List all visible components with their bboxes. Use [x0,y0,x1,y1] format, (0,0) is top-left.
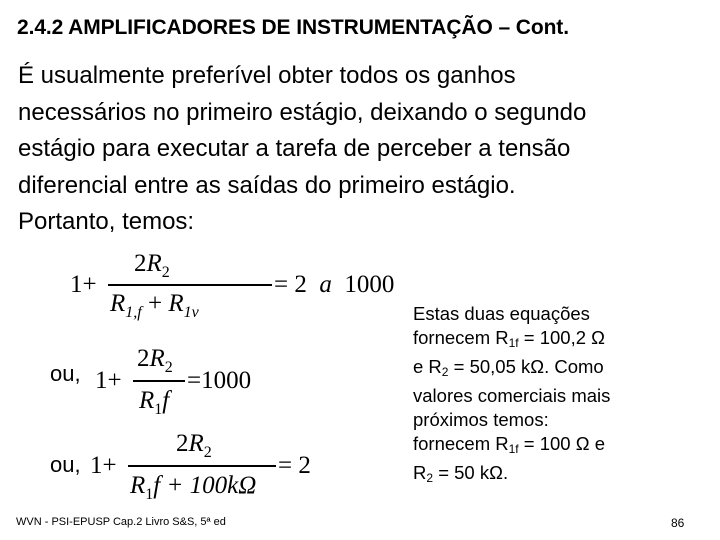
paragraph-line: estágio para executar a tarefa de perceber a tensão [18,135,571,162]
note-text: = 100 Ω e [518,433,605,454]
eq1-numerator [134,250,170,282]
eq3-den-var: R [130,472,146,499]
eq1-fraction-bar [108,284,272,286]
eq3-num-var: R [188,430,204,457]
note-line [413,461,713,490]
note-text: e R [413,356,442,377]
paragraph-line: necessários no primeiro estágio, deixando o segundo [18,98,587,126]
slide-title: 2.4.2 AMPLIFICADORES DE INSTRUMENTAÇÃO – Cont. [17,16,569,39]
eq1-rhs-eq: = 2 [274,271,307,298]
equation-2 [95,345,275,420]
ou-label-2: ou, [50,452,81,477]
eq2-denominator [139,387,169,419]
note-text: = 100,2 Ω [518,327,605,348]
note-line [413,326,713,355]
slide-footer: WVN - PSI-EPUSP Cap.2 Livro S&S, 5ª ed [16,516,226,528]
eq1-denominator [110,290,199,322]
eq3-one-plus: 1+ [90,452,117,479]
note-text: R [413,462,427,483]
body-paragraph [18,58,708,241]
eq1-rhs-val: 1000 [344,271,395,298]
note-line: Estas duas equações [413,303,590,324]
page-number: 86 [671,516,685,530]
eq3-den-rest: f + 100kΩ [153,472,257,499]
eq2-num-sub: 2 [164,359,173,376]
note-text: = 50,05 kΩ. Como [448,356,604,377]
note-line: valores comerciais mais [413,385,611,406]
eq1-den-var2: R [168,290,184,317]
eq3-denominator [130,472,256,504]
note-sub: 2 [441,365,449,379]
eq1-rhs [274,271,394,299]
eq1-num-var: R [146,250,162,277]
note-text: = 50 kΩ. [433,462,509,483]
eq1-den-sub1: 1,f [125,304,142,321]
paragraph-line: diferencial entre as saídas do primeiro estágio. [18,171,516,199]
eq2-one-plus: 1+ [95,367,122,394]
eq1-num-coef: 2 [134,250,147,277]
eq3-den-sub: 1 [145,486,154,503]
eq3-fraction-bar [128,465,276,467]
eq2-den-sub: 1 [154,401,163,418]
note-sub: 1f [508,442,519,456]
eq2-numerator [137,345,173,377]
note-text: fornecem R [413,327,509,348]
eq1-num-sub: 2 [161,264,170,281]
eq2-fraction-bar [133,380,185,382]
note-line [413,432,713,461]
note-line [413,355,713,384]
ou-label-1: ou, [50,361,81,386]
eq2-num-coef: 2 [137,345,150,372]
note-sub: 1f [508,336,519,350]
eq2-den-var: R [139,387,155,414]
eq3-numerator [176,430,212,462]
equation-1 [70,250,395,325]
paragraph-line: Portanto, temos: [18,208,195,235]
side-note [413,302,713,490]
eq1-den-sub2: 1v [183,304,199,321]
equation-3 [90,430,330,505]
eq3-rhs: = 2 [278,452,311,479]
eq3-num-sub: 2 [203,444,212,461]
eq2-den-f: f [162,387,170,414]
note-sub: 2 [426,471,434,485]
eq3-num-coef: 2 [176,430,189,457]
eq2-num-var: R [149,345,165,372]
eq1-den-var1: R [110,290,126,317]
eq1-one-plus: 1+ [70,271,97,298]
eq2-rhs: =1000 [187,367,252,394]
note-line: próximos temos: [413,409,549,430]
eq1-den-plus: + [141,290,169,317]
note-text: fornecem R [413,433,509,454]
eq1-rhs-a: a [319,271,332,298]
paragraph-line: É usualmente preferível obter todos os ganhos [18,62,516,89]
